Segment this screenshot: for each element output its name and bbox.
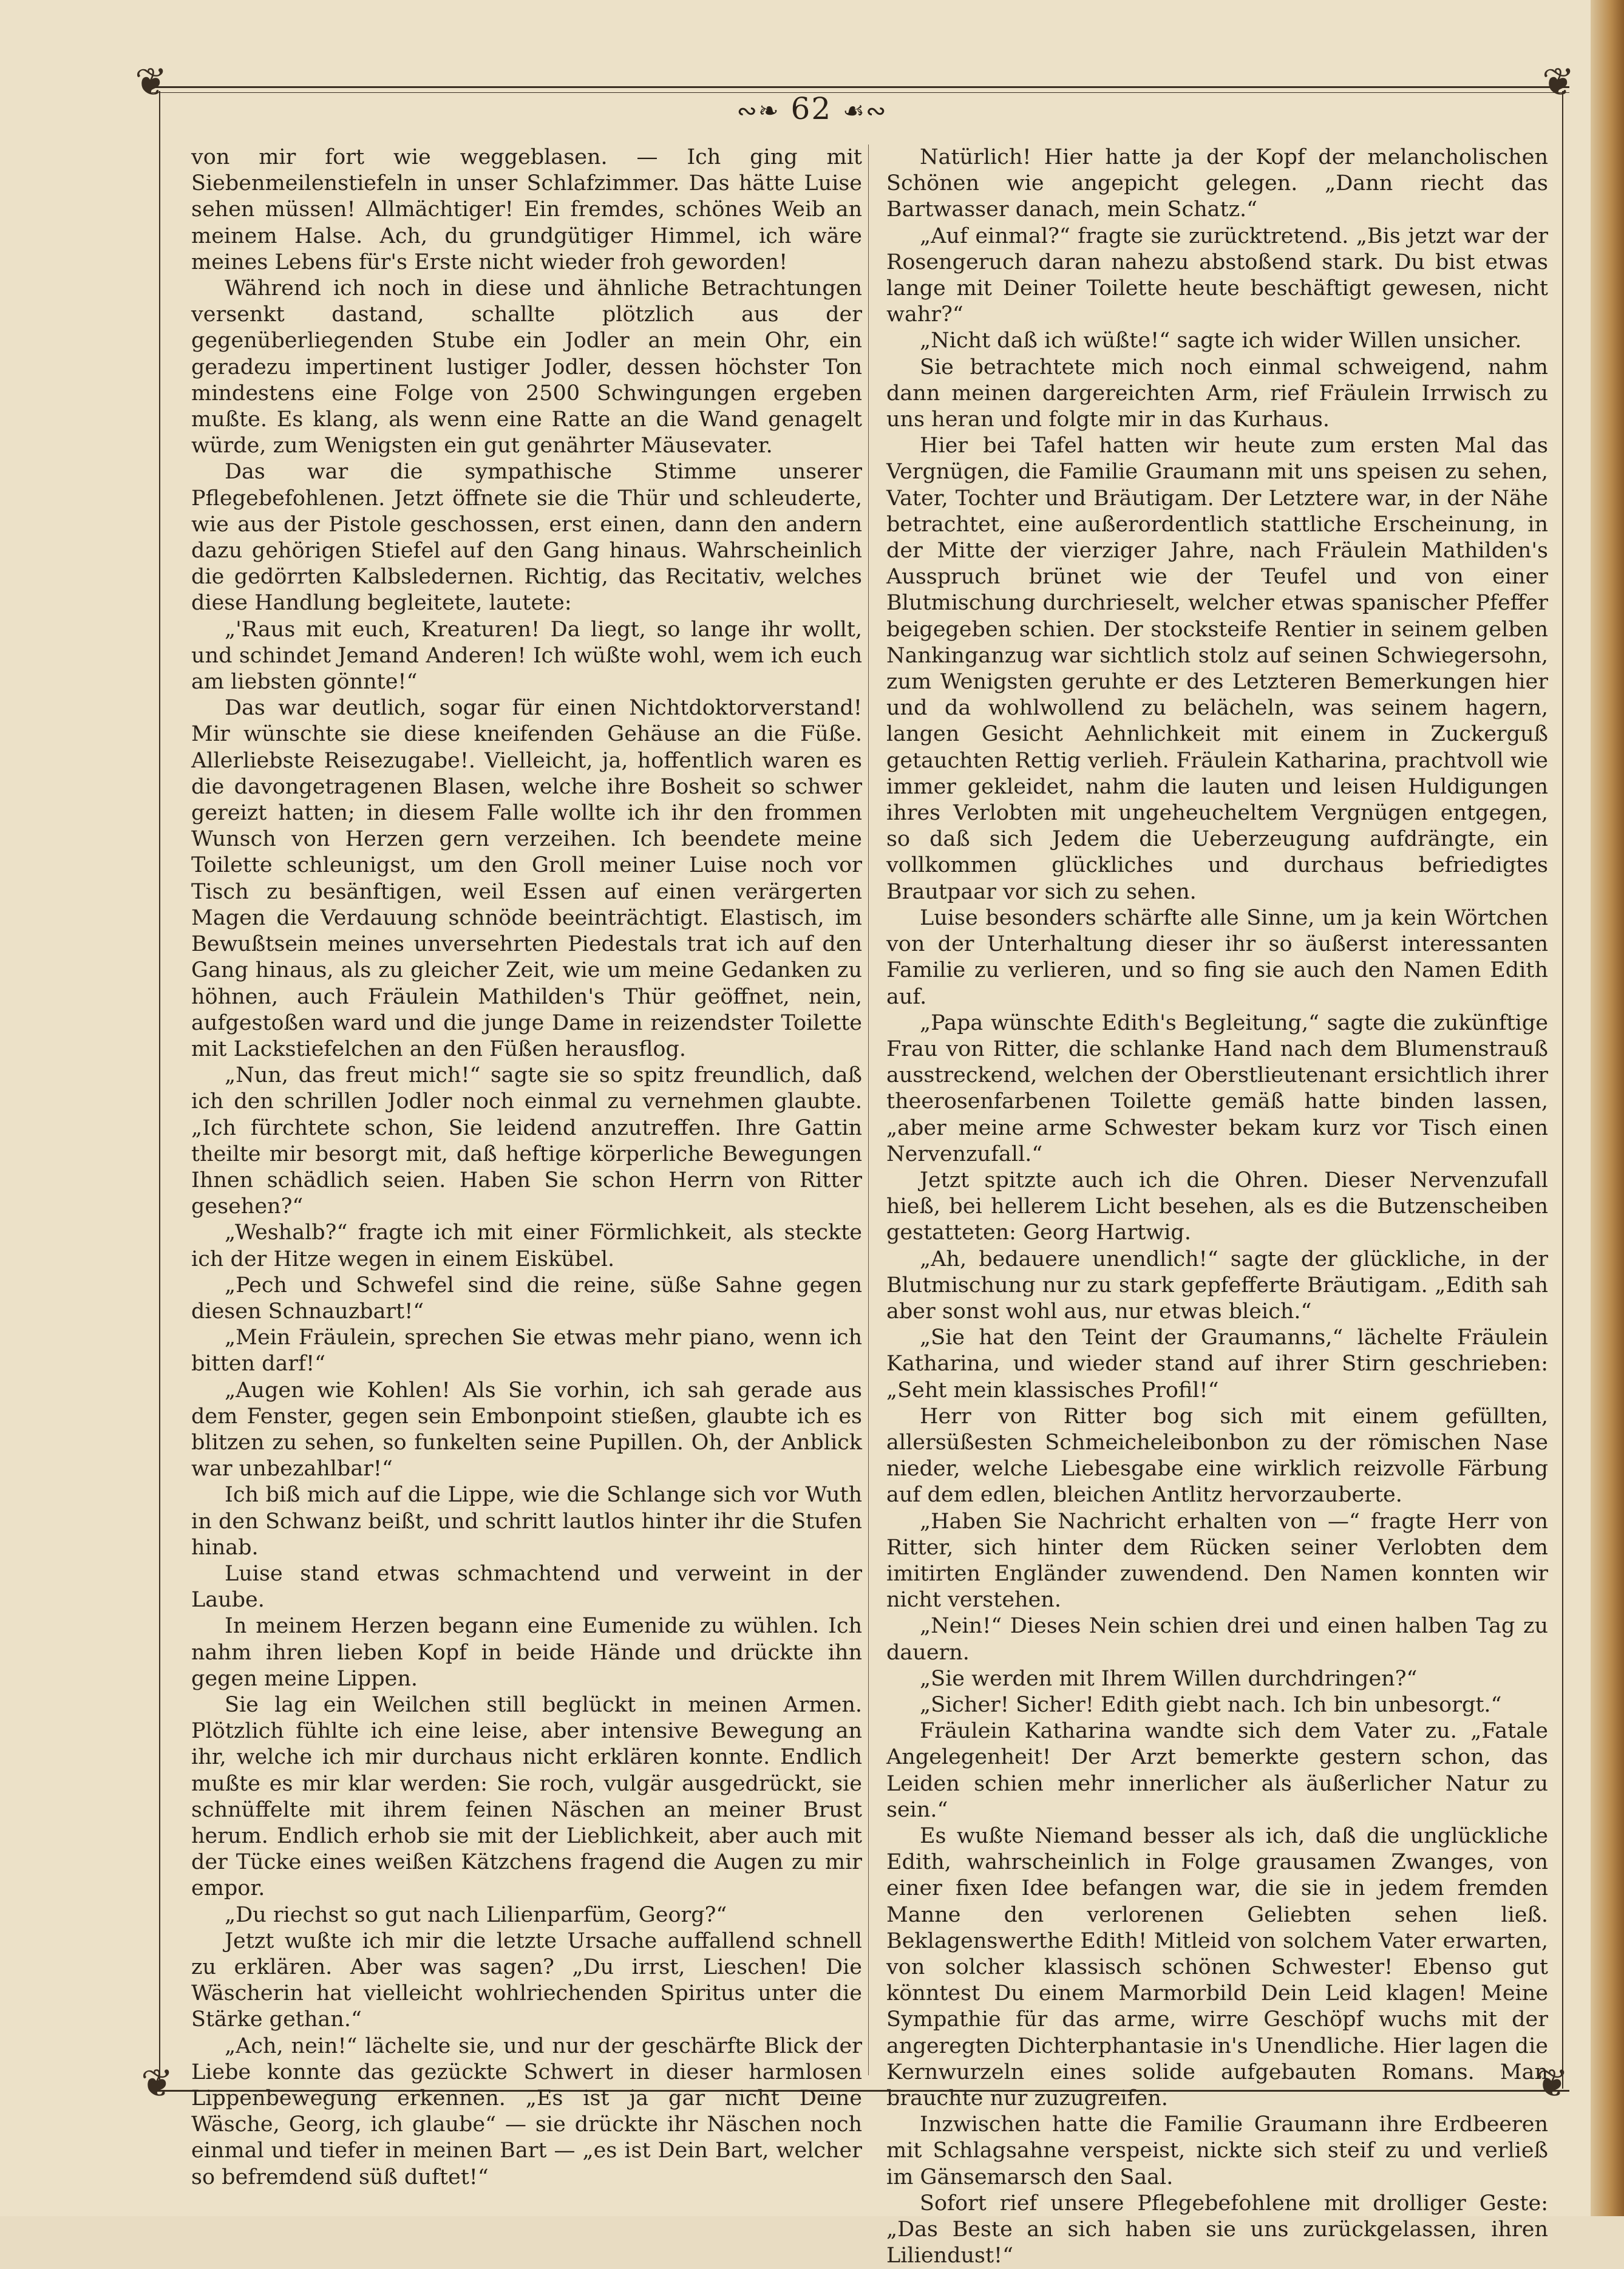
right-rule xyxy=(1562,91,1563,2089)
paragraph: „Sie werden mit Ihrem Willen durchdringen?“ xyxy=(920,1666,1418,1691)
corner-ornament-bottom-left: ❦ xyxy=(141,2061,174,2106)
paragraph: „Augen wie Kohlen! Als Sie vorhin, ich sah gerade aus dem Fenster, gegen sein Embonpoint stießen, glaubte ich es blitzen zu sehen, so funkelten seine Pupillen. Oh, der Anblick war unbezahlbar!“ xyxy=(191,1378,862,1481)
paragraph: „Nein!“ Dieses Nein schien drei und einen halben Tag zu dauern. xyxy=(886,1614,1548,1665)
paragraph: Herr von Ritter bog sich mit einem gefüllten, allersüßesten Schmeicheleibonbon zu der römischen Nase nieder, welche Liebesgabe eine wirklich reizvolle Färbung auf dem edlen, bleichen Antlitz hervorzauberte. xyxy=(886,1404,1548,1508)
paragraph: „Ach, nein!“ lächelte sie, und nur der geschärfte Blick der Liebe konnte das gezückte Schwert in dieser harmlosen Lippenbewegung erkennen. „Es ist ja gar nicht Deine Wäsche, Georg, ich glaube“ — sie drückte ihr Näschen noch einmal und tiefer in meinen Bart — „es ist Dein Bart, welcher so befremdend süß duftet!“ xyxy=(191,2033,862,2189)
corner-ornament-top-right: ❦ xyxy=(1542,60,1575,105)
paragraph: „Sie hat den Teint der Graumanns,“ lächelte Fräulein Katharina, und wieder stand auf ihrer Stirn geschrieben: „Seht mein klassisches Profil!“ xyxy=(886,1325,1548,1403)
paragraph: In meinem Herzen begann eine Eumenide zu wühlen. Ich nahm ihren lieben Kopf in beide Hände und drückte ihn gegen meine Lippen. xyxy=(191,1614,862,1691)
paragraph: Es wußte Niemand besser als ich, daß die unglückliche Edith, wahrscheinlich in Folge grausamen Zwanges, von einer fixen Idee befangen war, die sie in jedem fremden Manne den verlorenen Geliebten sehen ließ. Beklagenswerthe Edith! Mitleid von solchem Vater erwarten, von solcher klassisch schönen Schwester! Ebenso gut könntest Du einem Marmorbild Dein Leid klagen! Meine Sympathie für das arme, wirre Geschöpf wuchs mit der angeregten Dichterphantasie in's Unendliche. Hier lagen die Kernwurzeln eines solide aufgebauten Romans. Man brauchte nur zuzugreifen. xyxy=(886,1824,1548,2111)
paragraph: Luise stand etwas schmachtend und verweint in der Laube. xyxy=(191,1561,862,1613)
paragraph: „Haben Sie Nachricht erhalten von —“ fragte Herr von Ritter, sich hinter dem Rücken seiner Verlobten dem imitirten Engländer zuwendend. Den Namen konnten wir nicht verstehen. xyxy=(886,1509,1548,1613)
paragraph: Das war deutlich, sogar für einen Nichtdoktorverstand! Mir wünschte sie diese kneifenden Gehäuse an die Füße. Allerliebste Reisezugabe!. Vielleicht, ja, hoffentlich waren es die davongetragenen Blasen, welche ihre Bosheit so schwer gereizt hatten; in diesem Falle wollte ich ihr den frommen Wunsch von Herzen gern verzeihen. Ich beendete meine Toilette schleunigst, um den Groll meiner Luise noch vor Tisch zu besänftigen, weil Essen auf einen verärgerten Magen die Verdauung schnöde beeinträchtigt. Elastisch, im Bewußtsein meines unversehrten Piedestals trat ich auf den Gang hinaus, als zu gleicher Zeit, wie um meine Gedanken zu höhnen, auch Fräulein Mathilden's Thür geöffnet, nein, aufgestoßen ward und die junge Dame in reizendster Toilette mit Lackstiefelchen an den Füßen herausflog. xyxy=(191,696,862,1061)
paragraph: Sie lag ein Weilchen still beglückt in meinen Armen. Plötzlich fühlte ich eine leise, aber intensive Bewegung an ihr, welche ich mir durchaus nicht erklären konnte. Endlich mußte es mir klar werden: Sie roch, vulgär ausgedrückt, sie schnüffelte mit ihrem feinen Näschen an meiner Brust herum. Endlich erhob sie mit der Lieblichkeit, aber auch mit der Tücke eines weißen Kätzchens fragend die Augen zu mir empor. xyxy=(191,1692,862,1901)
paragraph: von mir fort wie weggeblasen. — Ich ging mit Siebenmeilenstiefeln in unser Schlafzimmer. Das hätte Luise sehen müssen! Allmächtiger! Ein fremdes, schönes Weib an meinem Halse. Ach, du grundgütiger Himmel, ich wäre meines Lebens für's Erste nicht wieder froh geworden! xyxy=(191,145,862,274)
paragraph: Fräulein Katharina wandte sich dem Vater zu. „Fatale Angelegenheit! Der Arzt bemerkte gestern schon, das Leiden schien mehr innerlicher als äußerlicher Natur zu sein.“ xyxy=(886,1719,1548,1822)
paragraph: Sie betrachtete mich noch einmal schweigend, nahm dann meinen dargereichten Arm, rief Fräulein Irrwisch zu uns heran und folgte mir in das Kurhaus. xyxy=(886,355,1548,432)
page-number: 62 xyxy=(790,91,832,126)
paragraph: Sofort rief unsere Pflegebefohlene mit drolliger Geste: „Das Beste an sich haben sie uns zurückgelassen, ihren Liliendust!“ xyxy=(886,2191,1548,2268)
right-column xyxy=(886,145,1548,2269)
paragraph: Inzwischen hatte die Familie Graumann ihre Erdbeeren mit Schlagsahne verspeist, nickte sich steif zu und verließ im Gänsemarsch den Saal. xyxy=(886,2112,1548,2189)
left-rule xyxy=(159,91,160,2089)
paragraph: Jetzt spitzte auch ich die Ohren. Dieser Nervenzufall hieß, bei hellerem Licht besehen, als es die Butzenscheiben gestatteten: Georg Hartwig. xyxy=(886,1168,1548,1245)
paragraph: Hier bei Tafel hatten wir heute zum ersten Mal das Vergnügen, die Familie Graumann mit uns speisen zu sehen, Vater, Tochter und Bräutigam. Der Letztere war, in der Nähe betrachtet, eine außerordentlich stattliche Erscheinung, in der Mitte der vierziger Jahre, nach Fräulein Mathilden's Ausspruch brünet wie der Teufel und von einer Blutmischung durchrieselt, welcher etwas spanischer Pfeffer beigegeben schien. Der stocksteife Rentier in seinem gelben Nankinganzug war sichtlich stolz auf seinen Schwiegersohn, zum Wenigsten geruhte er des Letzteren Bemerkungen hier und da wohlwollend zu belächeln, was seinem hagern, langen Gesicht Aehnlichkeit mit einem in Zuckerguß getauchten Rettig verlieh. Fräulein Katharina, prachtvoll wie immer gekleidet, nahm die lauten und leisen Huldigungen ihres Verlobten mit ungeheucheltem Vergnügen entgegen, so daß sich Jedem die Ueberzeugung aufdrängte, ein vollkommen glückliches und durchaus befriedigtes Brautpaar vor sich zu sehen. xyxy=(886,434,1548,904)
flourish-right-icon: ☙∾ xyxy=(843,97,888,125)
paragraph: „Ah, bedauere unendlich!“ sagte der glückliche, in der Blutmischung nur zu stark gepfefferte Bräutigam. „Edith sah aber sonst wohl aus, nur etwas bleich.“ xyxy=(886,1247,1548,1324)
left-column xyxy=(191,145,862,2191)
page-header xyxy=(0,91,1624,126)
paragraph: „'Raus mit euch, Kreaturen! Da liegt, so lange ihr wollt, und schindet Jemand Anderen! Ich wüßte wohl, wem ich euch am liebsten gönnte!“ xyxy=(191,617,862,695)
paragraph: „Mein Fräulein, sprechen Sie etwas mehr piano, wenn ich bitten darf!“ xyxy=(191,1325,862,1376)
paragraph: „Auf einmal?“ fragte sie zurücktretend. „Bis jetzt war der Rosengeruch daran nahezu abstoßend stark. Du bist etwas lange mit Deiner Toilette heute beschäftigt gewesen, nicht wahr?“ xyxy=(886,223,1548,327)
paragraph: „Papa wünschte Edith's Begleitung,“ sagte die zukünftige Frau von Ritter, die schlanke Hand nach dem Blumenstrauß ausstreckend, welchen der Oberstlieutenant ersichtlich ihrer theerosenfarbenen Toilette gemäß hatte binden lassen, „aber meine arme Schwester bekam kurz vor Tisch einen Nervenzufall.“ xyxy=(886,1010,1548,1166)
flourish-left-icon: ∾❧ xyxy=(736,97,780,125)
paragraph: Natürlich! Hier hatte ja der Kopf der melancholischen Schönen wie angepicht gelegen. „Dann riecht das Bartwasser danach, mein Schatz.“ xyxy=(886,145,1548,222)
paragraph: „Nun, das freut mich!“ sagte sie so spitz freundlich, daß ich den schrillen Jodler noch einmal zu vernehmen glaubte. „Ich fürchtete schon, Sie leidend anzutreffen. Ihre Gattin theilte mir besorgt mit, daß heftige körperliche Bewegungen Ihnen schädlich seien. Haben Sie schon Herrn von Ritter gesehen?“ xyxy=(191,1063,862,1219)
page-edge xyxy=(1591,0,1624,2216)
paragraph: Luise besonders schärfte alle Sinne, um ja kein Wörtchen von der Unterhaltung dieser ihr so äußerst interessanten Familie zu verlieren, und so fing sie auch den Namen Edith auf. xyxy=(886,905,1548,1009)
top-rule xyxy=(152,86,1569,88)
paragraph: Ich biß mich auf die Lippe, wie die Schlange sich vor Wuth in den Schwanz beißt, und schritt lautlos hinter ihr die Stufen hinab. xyxy=(191,1483,862,1560)
paragraph: Während ich noch in diese und ähnliche Betrachtungen versenkt dastand, schallte plötzlich aus der gegenüberliegenden Stube ein Jodler an mein Ohr, ein geradezu impertinent lustiger Jodler, dessen höchster Ton mindestens eine Folge von 2500 Schwingungen ergeben mußte. Es klang, als wenn eine Ratte an die Wand genagelt würde, zum Wenigsten ein gut genährter Mäusevater. xyxy=(191,276,862,458)
column-divider xyxy=(868,145,869,2075)
paragraph: „Nicht daß ich wüßte!“ sagte ich wider Willen unsicher. xyxy=(920,328,1522,353)
paragraph: „Du riechst so gut nach Lilienparfüm, Georg?“ xyxy=(225,1902,727,1927)
corner-ornament-bottom-right: ❦ xyxy=(1536,2061,1569,2106)
corner-ornament-top-left: ❦ xyxy=(135,60,168,105)
paragraph: Jetzt wußte ich mir die letzte Ursache auffallend schnell zu erklären. Aber was sagen? „Du irrst, Lieschen! Die Wäscherin hat vielleicht wohlriechenden Spiritus unter die Stärke gethan.“ xyxy=(191,1928,862,2032)
paragraph: „Weshalb?“ fragte ich mit einer Förmlichkeit, als steckte ich der Hitze wegen in einem Eiskübel. xyxy=(191,1220,862,1271)
paragraph: Das war die sympathische Stimme unserer Pflegebefohlenen. Jetzt öffnete sie die Thür und schleuderte, wie aus der Pistole geschossen, erst einen, dann den andern dazu gehörigen Stiefel auf den Gang hinaus. Wahrscheinlich die gedörrten Kalbsledernen. Richtig, das Recitativ, welches diese Handlung begleitete, lautete: xyxy=(191,460,862,616)
paragraph: „Pech und Schwefel sind die reine, süße Sahne gegen diesen Schnauzbart!“ xyxy=(191,1273,862,1324)
paragraph: „Sicher! Sicher! Edith giebt nach. Ich bin unbesorgt.“ xyxy=(920,1692,1502,1717)
